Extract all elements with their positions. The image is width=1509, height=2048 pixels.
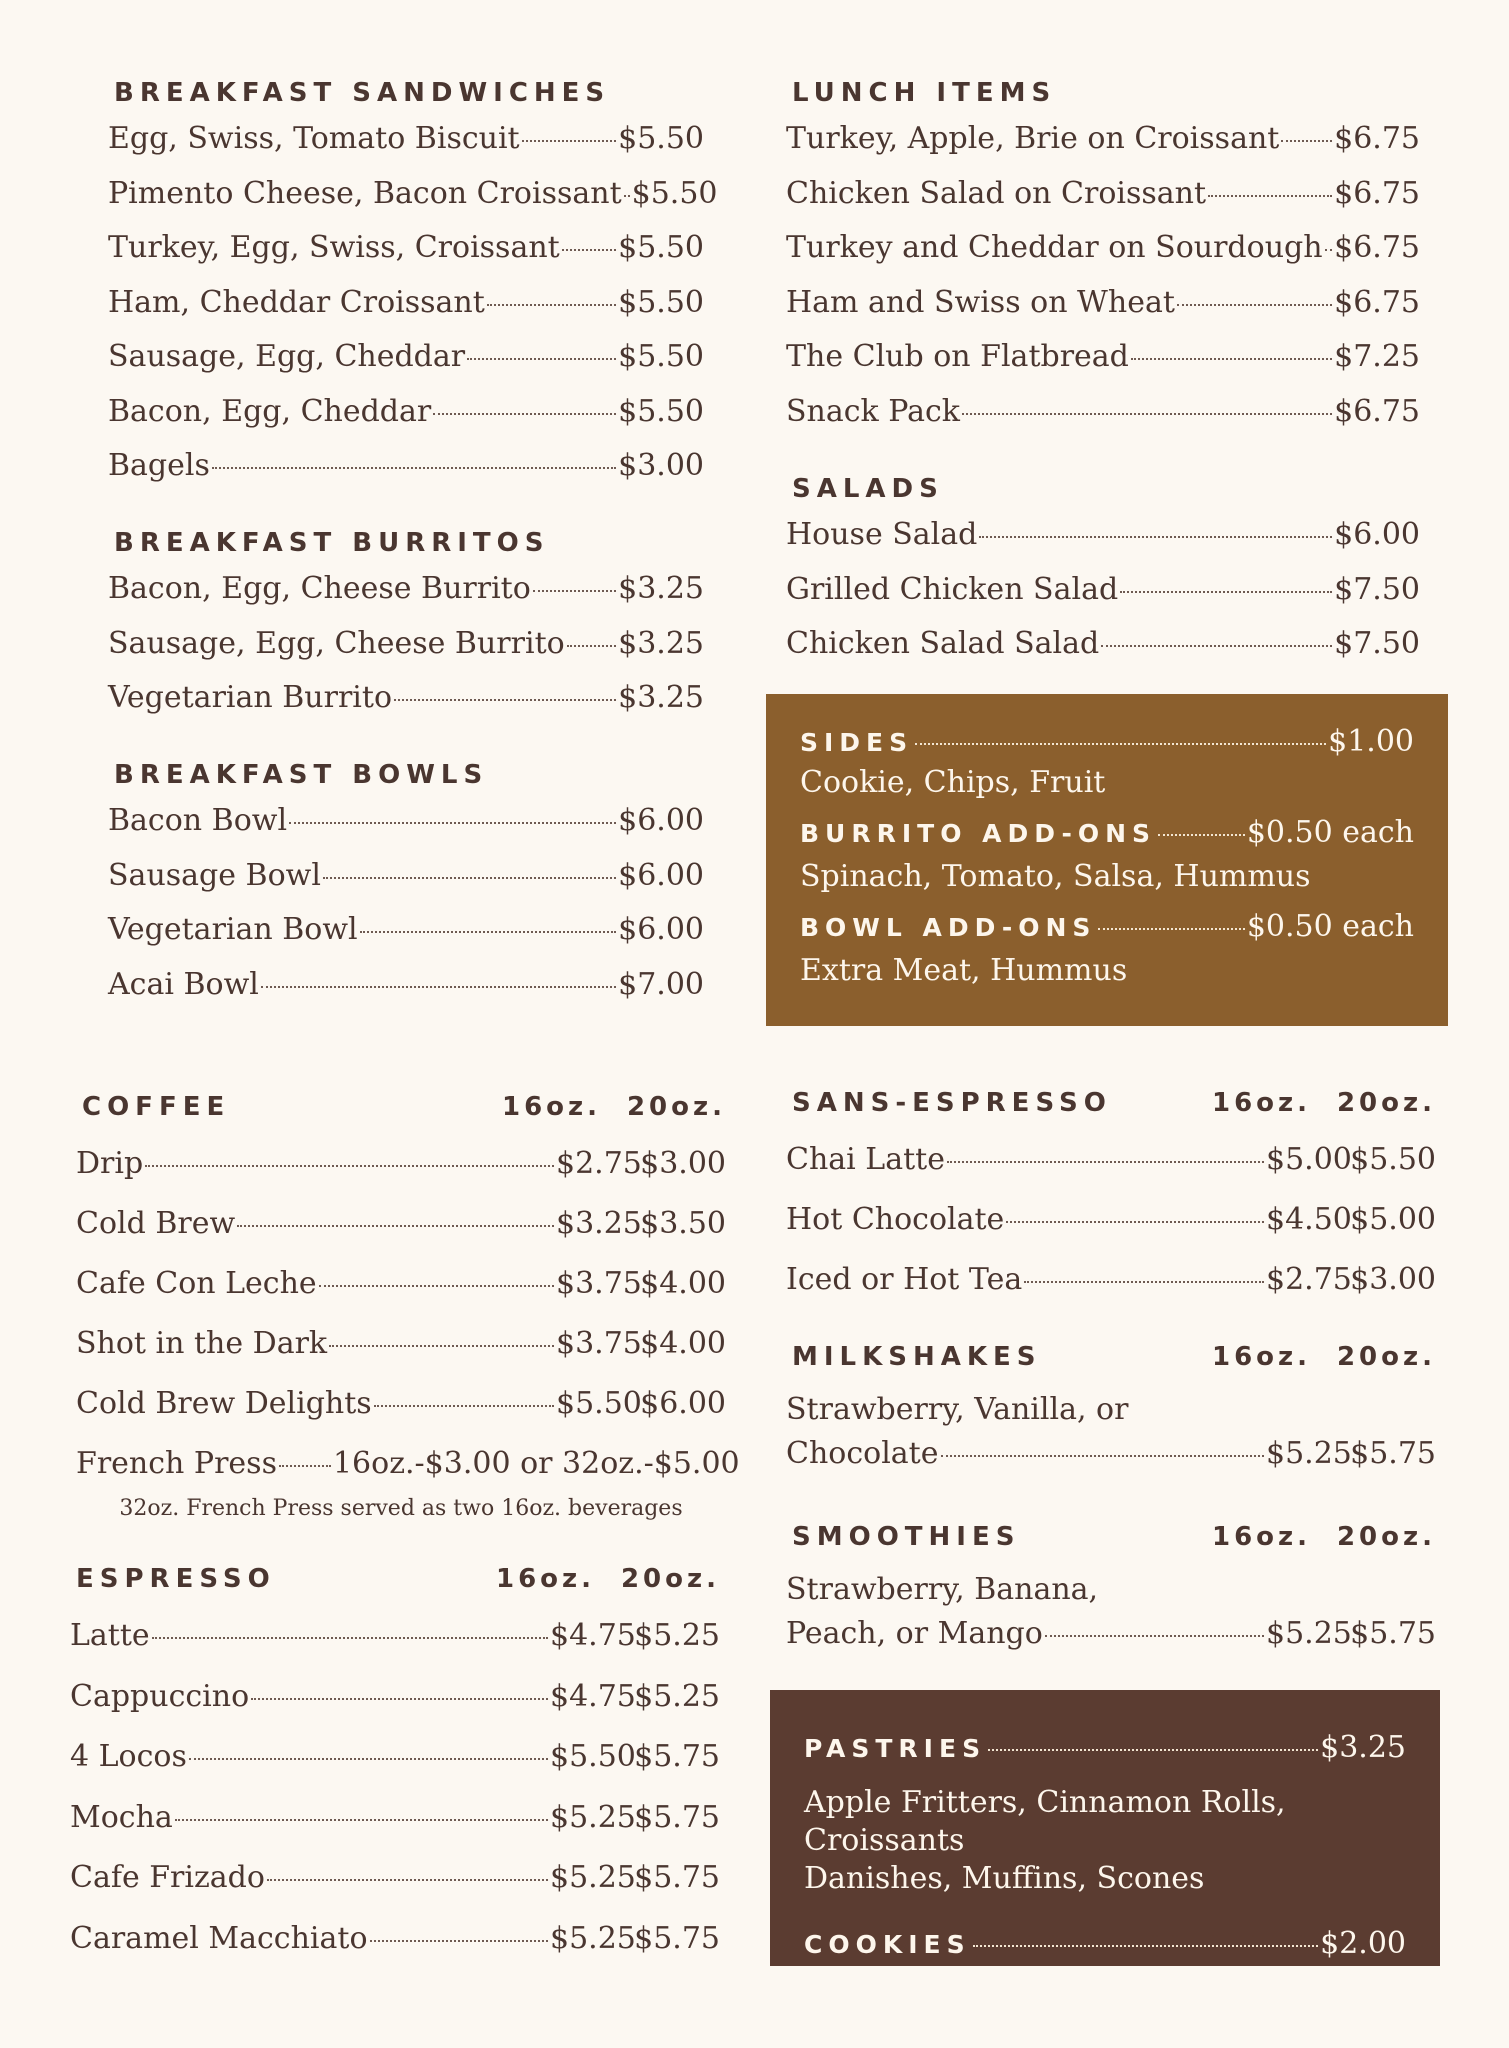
item-name: Cafe Frizado	[70, 1860, 265, 1895]
breakfast-bowls-list	[108, 794, 704, 1012]
item-name: Egg, Swiss, Tomato Biscuit	[108, 121, 520, 156]
item-price: $5.50	[618, 230, 704, 265]
pastries-description-1: Apple Fritters, Cinnamon Rolls, Croissants	[804, 1785, 1286, 1858]
item-name: Cappuccino	[70, 1678, 250, 1714]
item-name: Cafe Con Leche	[76, 1266, 317, 1301]
leader-dots	[237, 1225, 554, 1227]
lunch-items-section	[786, 74, 1420, 439]
leader-dots	[915, 743, 1326, 745]
sides-description: Cookie, Chips, Fruit	[800, 765, 1106, 800]
leader-dots	[1098, 928, 1244, 930]
price-20oz: $5.00	[1350, 1202, 1436, 1237]
leader-dots	[533, 590, 616, 592]
menu-item-row	[786, 1190, 1436, 1250]
price-16oz: $3.25	[556, 1206, 642, 1241]
french-press-row	[76, 1434, 740, 1494]
menu-item-row	[70, 1788, 720, 1849]
leader-dots	[1208, 195, 1332, 197]
item-name: Grilled Chicken Salad	[786, 571, 1119, 607]
leader-dots	[374, 1405, 554, 1407]
leader-dots	[1281, 140, 1332, 142]
menu-item-row	[786, 112, 1420, 167]
price-16oz: $5.50	[556, 1386, 642, 1421]
leader-dots	[145, 1165, 554, 1167]
item-price: $3.00	[618, 448, 704, 483]
menu-item-row	[76, 1194, 726, 1254]
burrito-addons-price: $0.50 each	[1246, 815, 1414, 850]
item-name: The Club on Flatbread	[786, 339, 1129, 374]
breakfast-sandwiches-section	[108, 74, 718, 494]
price-20oz: $5.75	[634, 1860, 720, 1895]
espresso-section	[70, 1560, 720, 1969]
lunch-items-list	[786, 112, 1420, 439]
item-price: $7.25	[1334, 339, 1420, 374]
item-name: Chicken Salad on Croissant	[786, 175, 1207, 211]
menu-item-row	[786, 563, 1420, 618]
item-name: Sausage, Egg, Cheddar	[108, 339, 466, 374]
leader-dots	[394, 699, 616, 701]
leader-dots	[941, 1455, 1265, 1457]
leader-dots	[267, 1879, 548, 1881]
price-20oz: $3.00	[640, 1146, 726, 1181]
section-title: ESPRESSO	[76, 1564, 276, 1594]
leader-dots	[487, 304, 616, 306]
milkshakes-row	[786, 1432, 1436, 1476]
item-name: Shot in the Dark	[76, 1326, 328, 1361]
item-name: Hot Chocolate	[786, 1202, 1005, 1237]
leader-dots	[567, 645, 616, 647]
leader-dots	[1158, 834, 1245, 836]
item-name: Bacon, Egg, Cheddar	[108, 393, 432, 429]
menu-item-row	[70, 1727, 720, 1788]
item-price: $6.00	[618, 912, 704, 947]
price-16oz: $3.75	[556, 1326, 642, 1361]
french-press-note: 32oz. French Press served as two 16oz. beverages	[119, 1496, 683, 1521]
menu-item-row	[786, 330, 1420, 385]
item-price: $5.50	[618, 121, 704, 156]
leader-dots	[1177, 304, 1332, 306]
sides-row	[800, 720, 1414, 764]
section-title: SANS-ESPRESSO	[792, 1088, 1112, 1118]
leader-dots	[279, 1465, 331, 1467]
price-20oz: $3.00	[1350, 1262, 1436, 1297]
item-price: $3.25	[618, 571, 704, 606]
item-price: $6.75	[1334, 175, 1420, 211]
item-name: Turkey, Egg, Swiss, Croissant	[108, 230, 560, 265]
menu-item-row	[76, 1374, 726, 1434]
burrito-addons-row	[800, 808, 1414, 858]
salads-list	[786, 508, 1420, 672]
item-price: $7.00	[618, 966, 704, 1002]
item-price: $3.25	[618, 625, 704, 661]
bowl-addons-row	[800, 902, 1414, 952]
item-name: Iced or Hot Tea	[786, 1262, 1023, 1297]
item-price: $6.00	[618, 857, 704, 893]
leader-dots	[1006, 1221, 1264, 1223]
menu-item-row	[786, 221, 1420, 276]
menu-item-row	[76, 1314, 726, 1374]
item-name: Caramel Macchiato	[70, 1920, 368, 1956]
smoothies-flavors: Strawberry, Banana,	[786, 1572, 1099, 1607]
section-title: SALADS	[792, 474, 944, 504]
leader-dots	[212, 467, 616, 469]
price-20oz: $5.75	[634, 1799, 720, 1835]
espresso-list	[70, 1606, 720, 1969]
leader-dots	[988, 1749, 1318, 1751]
section-title: BREAKFAST BOWLS	[114, 760, 489, 790]
menu-item-row	[108, 617, 704, 672]
price-16oz: $4.75	[550, 1618, 636, 1653]
leader-dots	[1325, 249, 1333, 251]
item-name: Cold Brew	[76, 1206, 236, 1241]
item-name: House Salad	[786, 517, 978, 552]
item-name: Pimento Cheese, Bacon Croissant	[108, 175, 622, 211]
item-name: Ham and Swiss on Wheat	[786, 284, 1175, 320]
french-press-name: French Press	[76, 1446, 277, 1481]
leader-dots	[323, 877, 616, 879]
item-price: $7.50	[1334, 626, 1420, 661]
bowl-addons-price: $0.50 each	[1246, 909, 1414, 944]
coffee-section	[76, 1088, 740, 1524]
section-title: SMOOTHIES	[792, 1522, 1021, 1552]
milkshakes-section	[786, 1338, 1436, 1476]
bowl-addons-title: BOWL ADD-ONS	[800, 913, 1097, 942]
size-16oz-label: 16oz.	[1212, 1088, 1312, 1118]
menu-item-row	[70, 1667, 720, 1728]
price-16oz: $5.50	[550, 1739, 636, 1774]
price-20oz: $4.00	[640, 1266, 726, 1301]
pastries-title: PASTRIES	[804, 1734, 987, 1763]
menu-item-row	[70, 1606, 720, 1667]
price-16oz: $4.75	[550, 1678, 636, 1714]
leader-dots	[251, 1698, 548, 1700]
price-20oz: $5.75	[1350, 1616, 1436, 1651]
menu-item-row	[108, 849, 704, 904]
price-16oz: $3.75	[556, 1266, 642, 1301]
sides-title: SIDES	[800, 728, 914, 757]
item-price: $5.50	[618, 284, 704, 320]
menu-item-row	[108, 439, 704, 494]
price-16oz: $5.25	[550, 1920, 636, 1956]
menu-item-row	[108, 221, 704, 276]
leader-dots	[370, 1940, 548, 1942]
menu-item-row	[786, 1130, 1436, 1190]
menu-item-row	[108, 671, 704, 726]
item-name: Bagels	[108, 448, 210, 483]
menu-item-row	[70, 1909, 720, 1970]
leader-dots	[189, 1758, 548, 1760]
leader-dots	[962, 413, 1332, 415]
menu-item-row	[786, 385, 1420, 440]
item-price: $3.25	[618, 680, 704, 715]
menu-item-row	[76, 1254, 726, 1314]
leader-dots	[467, 358, 616, 360]
item-price: $6.00	[618, 803, 704, 838]
price-20oz: $3.50	[640, 1206, 726, 1241]
breakfast-sandwiches-list	[108, 112, 718, 494]
item-price: $6.75	[1334, 393, 1420, 429]
bowl-addons-description: Extra Meat, Hummus	[800, 953, 1128, 988]
section-title: MILKSHAKES	[792, 1342, 1042, 1372]
size-20oz-label: 20oz.	[626, 1092, 726, 1122]
item-name: Latte	[70, 1618, 150, 1653]
leader-dots	[175, 1819, 548, 1821]
pastries-box	[770, 1690, 1440, 1966]
price-16oz: $5.25	[1266, 1436, 1352, 1471]
item-name: Vegetarian Bowl	[108, 912, 358, 947]
menu-item-row	[108, 794, 704, 849]
item-price: $5.50	[618, 393, 704, 429]
french-press-price: 16oz.-$3.00 or 32oz.-$5.00	[332, 1446, 740, 1481]
leader-dots	[1024, 1281, 1264, 1283]
pastries-row	[804, 1726, 1406, 1770]
cookies-title: COOKIES	[804, 1930, 971, 1959]
cookies-row	[804, 1922, 1406, 1966]
item-price: $6.75	[1334, 284, 1420, 320]
size-20oz-label: 20oz.	[1336, 1522, 1436, 1552]
sans-espresso-header	[786, 1084, 1436, 1122]
menu-item-row	[786, 1250, 1436, 1310]
item-price: $5.50	[618, 339, 704, 374]
leader-dots	[624, 195, 630, 197]
menu-item-row	[108, 167, 718, 222]
size-20oz-label: 20oz.	[1336, 1088, 1436, 1118]
price-16oz: $5.25	[1266, 1616, 1352, 1651]
leader-dots	[947, 1161, 1264, 1163]
price-16oz: $5.25	[550, 1799, 636, 1835]
size-16oz-label: 16oz.	[1212, 1522, 1312, 1552]
section-title: BREAKFAST SANDWICHES	[114, 78, 611, 108]
leader-dots	[433, 413, 616, 415]
leader-dots	[289, 822, 616, 824]
smoothies-section	[786, 1518, 1436, 1656]
item-price: $6.75	[1334, 121, 1420, 156]
item-name: Acai Bowl	[108, 966, 259, 1002]
item-name: Chicken Salad Salad	[786, 626, 1100, 661]
item-name: Turkey, Apple, Brie on Croissant	[786, 121, 1280, 156]
item-name: Snack Pack	[786, 393, 960, 429]
smoothies-flavors-end: Peach, or Mango	[786, 1616, 1043, 1651]
menu-item-row	[108, 112, 704, 167]
milkshakes-flavors-end: Chocolate	[786, 1436, 939, 1471]
item-name: Drip	[76, 1146, 144, 1181]
size-16oz-label: 16oz.	[496, 1564, 596, 1594]
menu-item-row	[108, 276, 704, 331]
item-price: $7.50	[1334, 571, 1420, 607]
size-20oz-label: 20oz.	[620, 1564, 720, 1594]
menu-item-row	[76, 1134, 726, 1194]
menu-item-row	[108, 958, 704, 1013]
item-name: Sausage, Egg, Cheese Burrito	[108, 625, 565, 661]
item-name: Bacon, Egg, Cheese Burrito	[108, 571, 531, 606]
menu-item-row	[786, 508, 1420, 563]
leader-dots	[152, 1637, 548, 1639]
extras-box	[766, 694, 1448, 1026]
item-name: Cold Brew Delights	[76, 1386, 372, 1421]
price-20oz: $6.00	[640, 1386, 726, 1421]
item-name: Turkey and Cheddar on Sourdough	[786, 230, 1323, 265]
menu-item-row	[786, 167, 1420, 222]
price-20oz: $5.50	[1350, 1142, 1436, 1177]
item-name: Mocha	[70, 1799, 173, 1835]
leader-dots	[1131, 358, 1332, 360]
burrito-addons-title: BURRITO ADD-ONS	[800, 819, 1157, 848]
menu-item-row	[70, 1848, 720, 1909]
coffee-header	[76, 1088, 726, 1126]
item-name: Sausage Bowl	[108, 857, 321, 893]
price-16oz: $2.75	[556, 1146, 642, 1181]
size-16oz-label: 16oz.	[502, 1092, 602, 1122]
leader-dots	[562, 249, 616, 251]
item-price: $5.50	[631, 175, 718, 211]
price-20oz: $5.75	[634, 1920, 720, 1956]
price-20oz: $5.25	[634, 1618, 720, 1653]
leader-dots	[360, 931, 616, 933]
pastries-description-2: Danishes, Muffins, Scones	[804, 1861, 1205, 1896]
leader-dots	[261, 986, 616, 988]
item-name: Bacon Bowl	[108, 803, 288, 838]
leader-dots	[329, 1345, 554, 1347]
pastries-price: $3.25	[1320, 1730, 1406, 1765]
leader-dots	[319, 1285, 554, 1287]
size-20oz-label: 20oz.	[1336, 1342, 1436, 1372]
leader-dots	[522, 140, 617, 142]
item-name: Ham, Cheddar Croissant	[108, 284, 485, 320]
item-name: Chai Latte	[786, 1142, 945, 1177]
menu-item-row	[108, 330, 704, 385]
leader-dots	[973, 1945, 1319, 1947]
section-title: BREAKFAST BURRITOS	[114, 528, 550, 558]
breakfast-burritos-list	[108, 562, 704, 726]
menu-item-row	[108, 903, 704, 958]
menu-item-row	[108, 385, 704, 440]
size-16oz-label: 16oz.	[1212, 1342, 1312, 1372]
price-20oz: $5.25	[634, 1678, 720, 1714]
item-name: 4 Locos	[70, 1739, 187, 1774]
burrito-addons-description: Spinach, Tomato, Salsa, Hummus	[800, 859, 1311, 894]
menu-item-row	[108, 562, 704, 617]
menu-item-row	[786, 617, 1420, 672]
price-20oz: $5.75	[1350, 1436, 1436, 1471]
item-price: $6.00	[1334, 517, 1420, 552]
item-price: $6.75	[1334, 230, 1420, 265]
sans-espresso-list	[786, 1130, 1436, 1310]
price-20oz: $5.75	[634, 1739, 720, 1774]
item-name: Vegetarian Burrito	[108, 680, 393, 715]
section-title: LUNCH ITEMS	[792, 78, 1057, 108]
price-16oz: $4.50	[1266, 1202, 1352, 1237]
price-16oz: $5.00	[1266, 1142, 1352, 1177]
sides-price: $1.00	[1328, 724, 1414, 759]
leader-dots	[1045, 1635, 1264, 1637]
price-16oz: $5.25	[550, 1860, 636, 1895]
section-title: COFFEE	[82, 1092, 231, 1122]
leader-dots	[1120, 591, 1332, 593]
price-20oz: $4.00	[640, 1326, 726, 1361]
salads-section	[786, 470, 1420, 672]
smoothies-row	[786, 1612, 1436, 1656]
leader-dots	[1101, 645, 1332, 647]
milkshakes-header	[786, 1338, 1436, 1376]
sans-espresso-section	[786, 1084, 1436, 1310]
breakfast-burritos-section	[108, 524, 704, 726]
leader-dots	[979, 536, 1332, 538]
espresso-header	[70, 1560, 720, 1598]
smoothies-header	[786, 1518, 1436, 1556]
menu-item-row	[786, 276, 1420, 331]
coffee-list	[76, 1134, 726, 1434]
milkshakes-flavors: Strawberry, Vanilla, or	[786, 1392, 1129, 1427]
cookies-price: $2.00	[1320, 1926, 1406, 1961]
price-16oz: $2.75	[1266, 1262, 1352, 1297]
breakfast-bowls-section	[108, 756, 704, 1012]
